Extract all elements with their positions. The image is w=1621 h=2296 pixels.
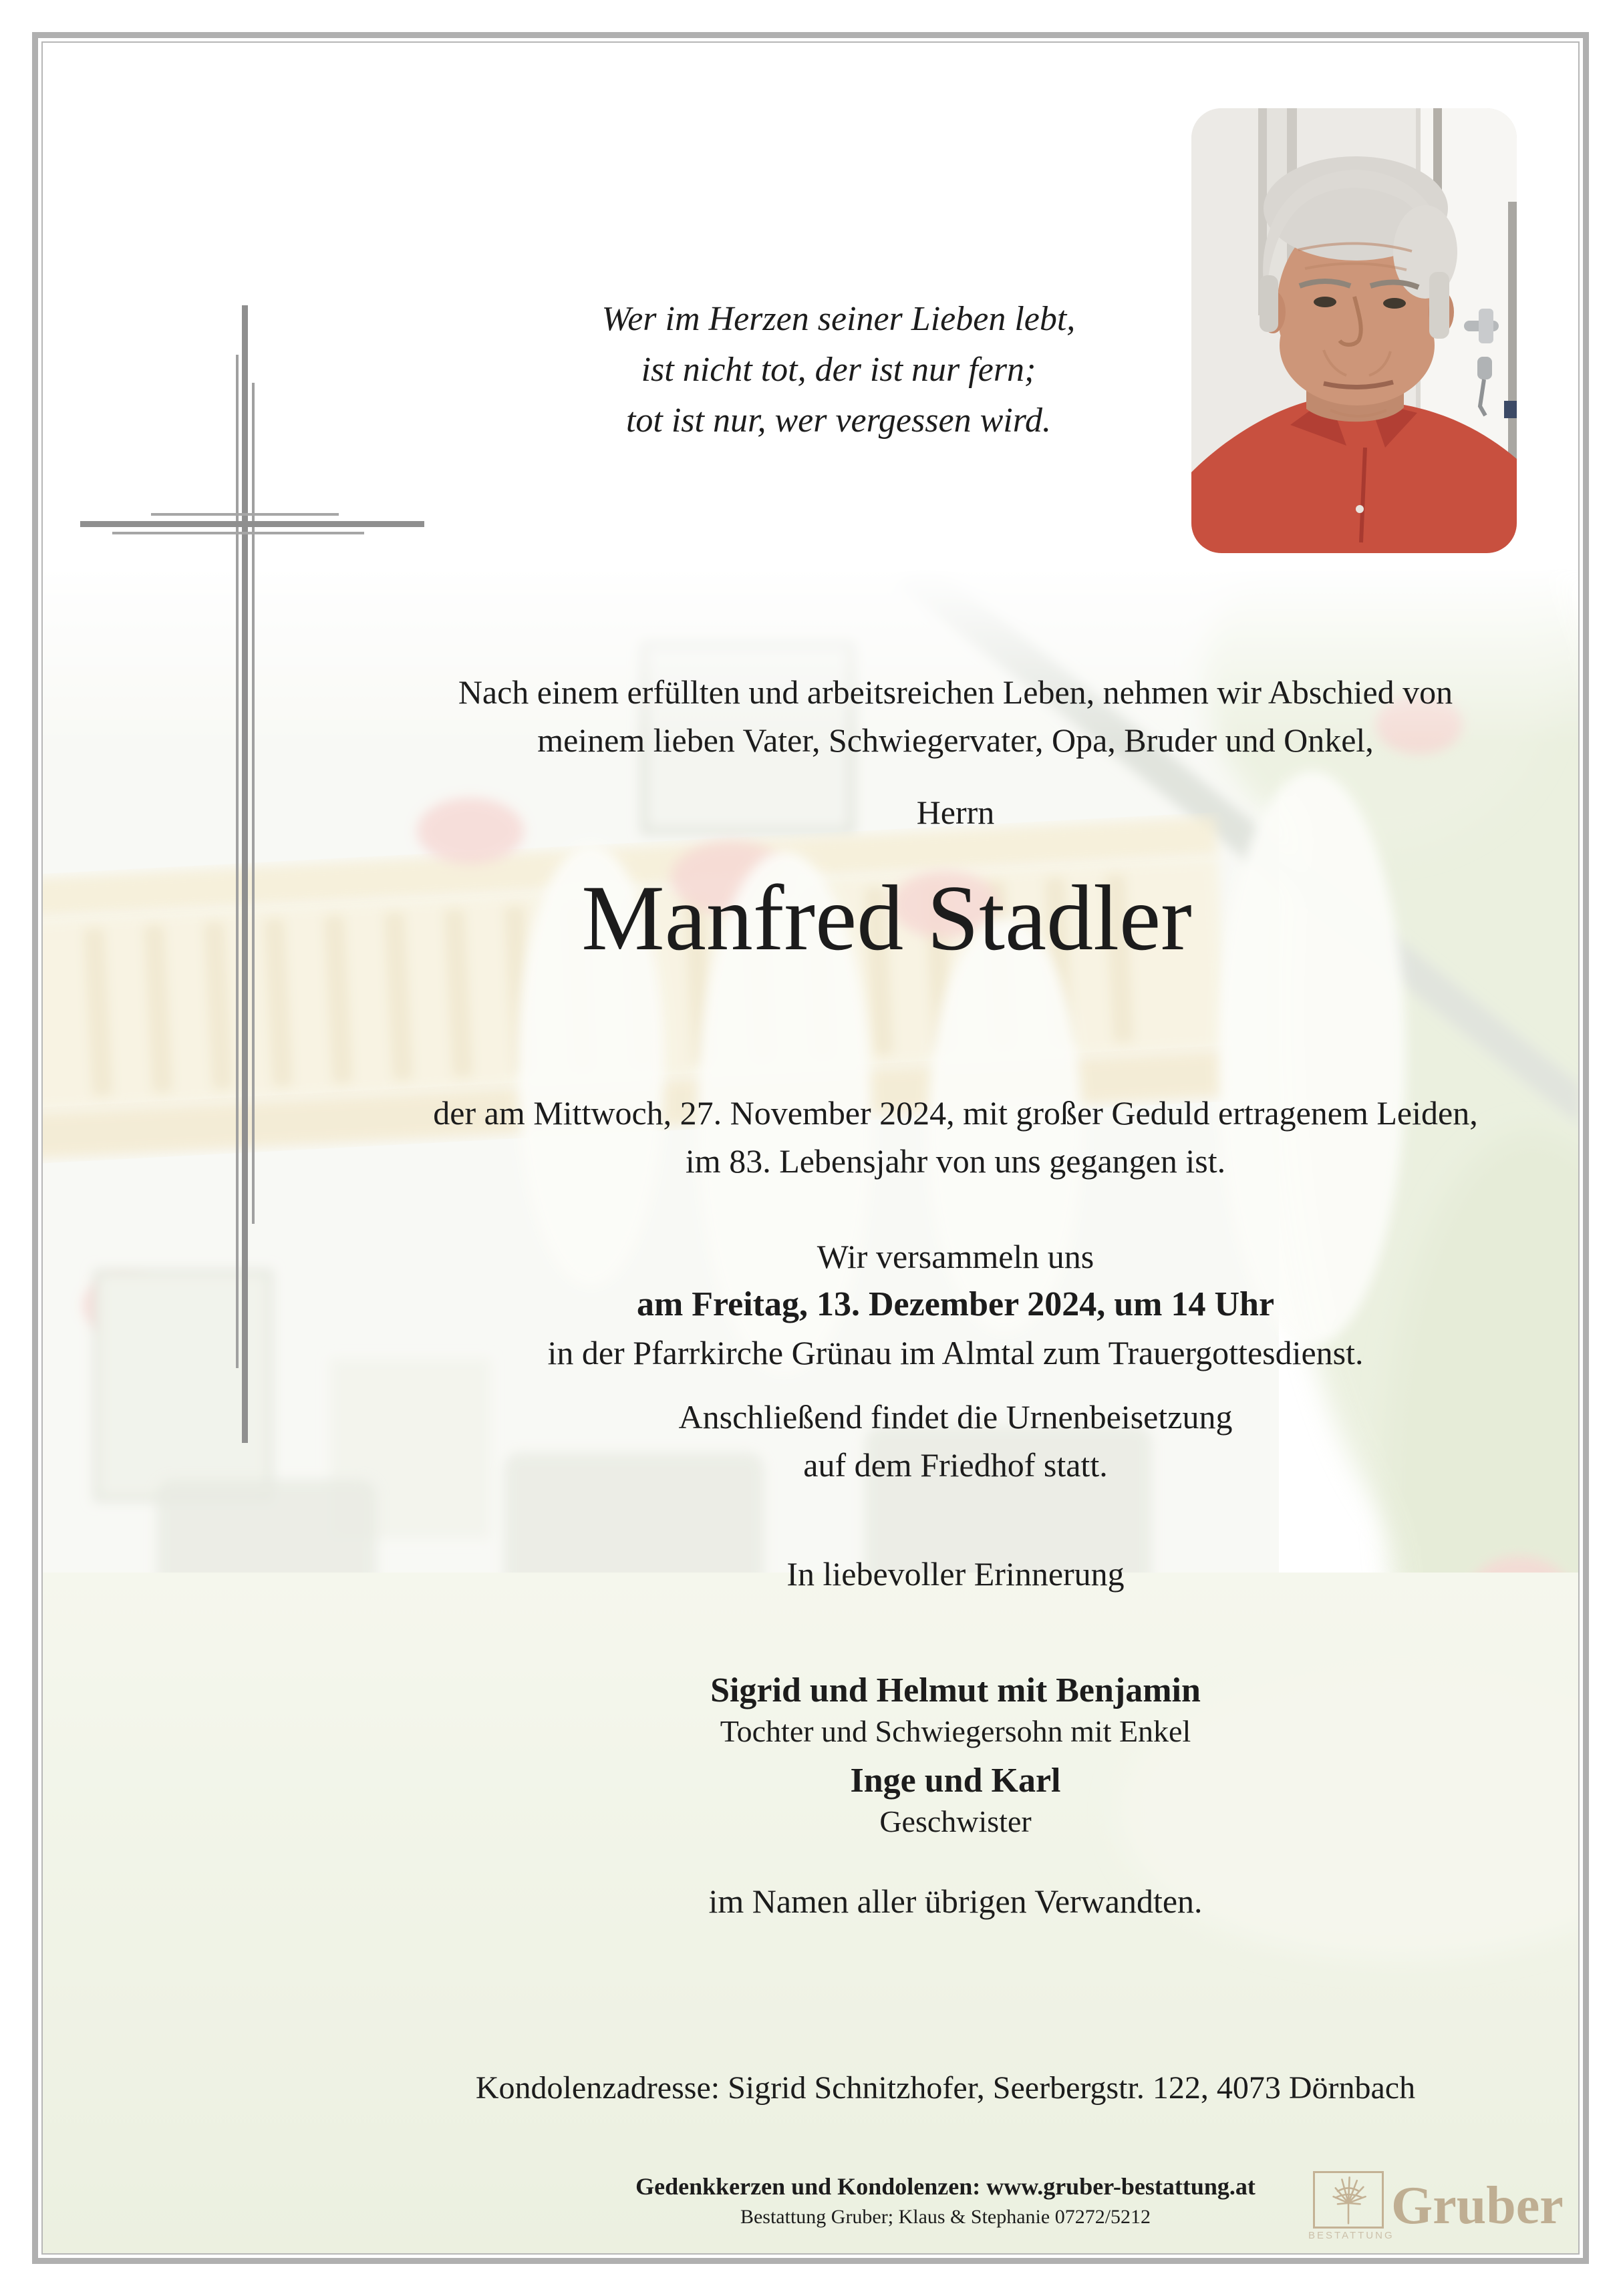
mourner-relation: Geschwister: [879, 1804, 1032, 1838]
introduction: [281, 668, 1621, 764]
funeral-home-logo: [1313, 2171, 1384, 2229]
poem-line: ist nicht tot, der ist nur fern;: [641, 351, 1036, 389]
burial-line: auf dem Friedhof statt.: [803, 1446, 1108, 1484]
condolence-address: Kondolenzadresse: Sigrid Schnitzhofer, Seerbergstr. 122, 4073 Dörnbach: [475, 2070, 1416, 2106]
burial-info: [281, 1393, 1621, 1489]
logo-brand: Gruber: [1391, 2176, 1564, 2235]
poem-line: tot ist nur, wer vergessen wird.: [625, 401, 1052, 440]
footer-contact-line: Bestattung Gruber; Klaus & Stephanie 07272/5212: [740, 2206, 1151, 2228]
cross-horizontal-main: [80, 521, 424, 527]
poem-line: Wer im Herzen seiner Lieben lebt,: [601, 300, 1076, 338]
service-line: Wir versammeln uns: [817, 1238, 1094, 1275]
cross-vertical-thin-right: [252, 383, 255, 1224]
logo-subtitle: BESTATTUNG: [1308, 2230, 1394, 2241]
intro-line: Nach einem erfüllten und arbeitsreichen Leben, nehmen wir Abschied von: [458, 673, 1453, 711]
death-details-line: der am Mittwoch, 27. November 2024, mit großer Geduld ertragenem Leiden,: [433, 1094, 1478, 1132]
remembrance-line: In liebevoller Erinnerung: [786, 1555, 1125, 1593]
footer-website-line: Gedenkkerzen und Kondolenzen: www.gruber-bestattung.at: [635, 2173, 1256, 2200]
service-location: in der Pfarrkirche Grünau im Almtal zum Trauergottesdienst.: [547, 1334, 1364, 1371]
burial-line: Anschließend findet die Urnenbeisetzung: [678, 1398, 1233, 1436]
service-info: [281, 1233, 1621, 1377]
death-details: [281, 1089, 1621, 1185]
cross-horizontal-thin-top: [151, 513, 339, 516]
intro-line: meinem lieben Vater, Schwiegervater, Opa, Bruder und Onkel,: [537, 721, 1374, 759]
mourner-names: Inge und Karl: [850, 1762, 1061, 1800]
logo-tree-icon: [1315, 2173, 1382, 2227]
death-details-line: im 83. Lebensjahr von uns gegangen ist.: [685, 1142, 1226, 1180]
cross-horizontal-thin-bottom: [112, 532, 364, 534]
closing-line: im Namen aller übrigen Verwandten.: [708, 1882, 1203, 1920]
mourner-relation: Tochter und Schwiegersohn mit Enkel: [720, 1714, 1191, 1748]
service-datetime: am Freitag, 13. Dezember 2024, um 14 Uhr: [636, 1285, 1275, 1323]
cross-vertical-thin-left: [236, 355, 239, 1368]
mourner-names: Sigrid und Helmut mit Benjamin: [710, 1671, 1201, 1709]
poem: [170, 294, 1507, 446]
salutation: Herrn: [916, 794, 995, 831]
deceased-name: Manfred Stadler: [581, 866, 1192, 970]
